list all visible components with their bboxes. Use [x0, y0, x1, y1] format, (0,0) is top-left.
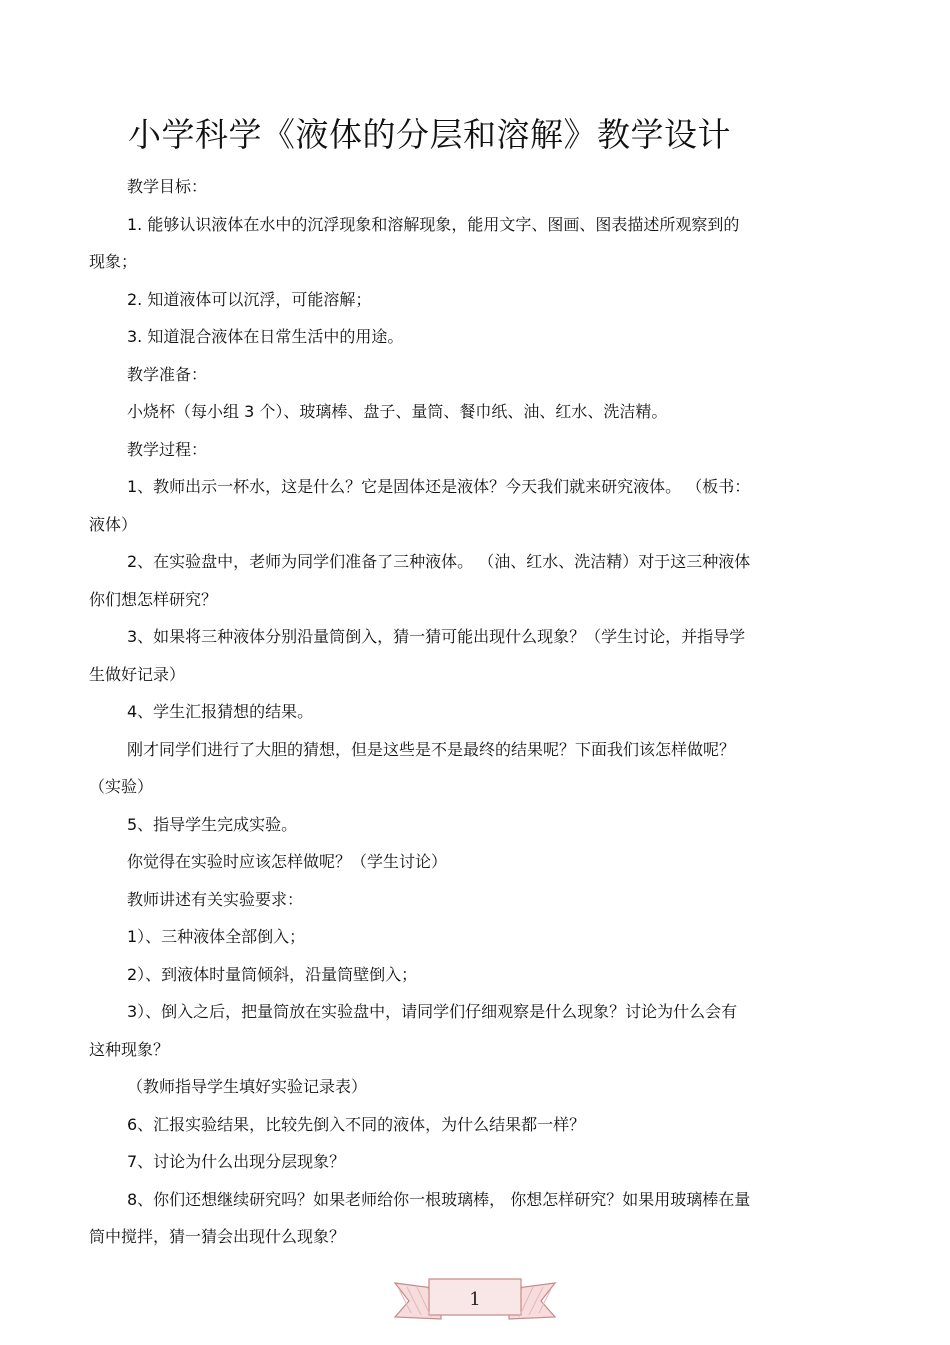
paragraph-line: 7、讨论为什么出现分层现象？ — [127, 1152, 346, 1171]
paragraph — [89, 281, 849, 319]
paragraph — [89, 318, 849, 356]
paragraph-continuation-line: 你们想怎样研究？ — [89, 589, 218, 609]
paragraph — [89, 1068, 849, 1106]
paragraph-line: 教师讲述有关实验要求： — [127, 889, 304, 909]
paragraph — [89, 843, 849, 881]
paragraph — [89, 806, 849, 844]
paragraph-line: 8、你们还想继续研究吗？如果老师给你一根玻璃棒， 你想怎样研究？如果用玻璃棒在量 — [127, 1189, 751, 1209]
paragraph-continuation-line: 生做好记录） — [89, 664, 186, 684]
paragraph-continuation-line: 筒中搅拌，猜一猜会出现什么现象？ — [89, 1227, 346, 1246]
paragraph-line: 2. 知道液体可以沉浮，可能溶解； — [127, 289, 372, 309]
paragraph — [89, 393, 849, 431]
paragraph — [89, 1181, 849, 1256]
paragraph — [89, 1106, 849, 1144]
paragraph-continuation-line: 这种现象？ — [89, 1039, 170, 1059]
paragraph-line: 3. 知道混合液体在日常生活中的用途。 — [127, 327, 404, 346]
paragraph — [89, 881, 849, 919]
paragraph — [89, 468, 849, 543]
paragraph-line: 3、如果将三种液体分别沿量筒倒入，猜一猜可能出现什么现象？（学生讨论，并指导学 — [127, 627, 746, 646]
paragraph-line: 1）、三种液体全部倒入； — [127, 927, 306, 946]
paragraph-continuation-line: （实验） — [89, 777, 154, 796]
paragraph-continuation-line: 现象； — [89, 252, 138, 271]
paragraph-line: 教学准备： — [127, 364, 208, 384]
paragraph-line: 教学过程： — [127, 439, 208, 459]
paragraph — [89, 431, 849, 469]
paragraph — [89, 693, 849, 731]
paragraph-line: 你觉得在实验时应该怎样做呢？（学生讨论） — [127, 852, 448, 871]
paragraph-line: 5、指导学生完成实验。 — [127, 814, 298, 834]
paragraph — [89, 206, 849, 281]
paragraph-line: 教学目标： — [127, 177, 208, 196]
paragraph — [89, 543, 849, 618]
paragraph — [89, 168, 849, 206]
paragraph — [89, 731, 849, 806]
paragraph — [89, 356, 849, 394]
paragraph — [89, 956, 849, 994]
paragraph-line: 3）、倒入之后，把量筒放在实验盘中，请同学们仔细观察是什么现象？讨论为什么会有 — [127, 1002, 738, 1021]
paragraph-line: 刚才同学们进行了大胆的猜想，但是这些是不是最终的结果呢？下面我们该怎样做呢？ — [127, 739, 736, 759]
document-body — [89, 168, 849, 1256]
paragraph — [89, 1143, 849, 1181]
paragraph-line: 2）、到液体时量筒倾斜，沿量筒壁倒入； — [127, 964, 418, 984]
page-footer — [391, 1275, 559, 1325]
paragraph-line: 1. 能够认识液体在水中的沉浮现象和溶解现象，能用文字、图画、图表描述所观察到的 — [127, 214, 740, 234]
page-number: 1 — [469, 1289, 481, 1310]
document-title: 小学科学《液体的分层和溶解》教学设计 — [128, 115, 731, 154]
paragraph-line: （教师指导学生填好实验记录表） — [127, 1077, 368, 1096]
paragraph — [89, 993, 849, 1068]
paragraph — [89, 618, 849, 693]
paragraph-line: 2、在实验盘中，老师为同学们准备了三种液体。 （油、红水、洗洁精）对于这三种液体 — [127, 552, 751, 571]
paragraph-line: 1、教师出示一杯水，这是什么？它是固体还是液体？今天我们就来研究液体。 （板书： — [127, 477, 751, 496]
paragraph-line: 4、学生汇报猜想的结果。 — [127, 702, 314, 721]
paragraph — [89, 918, 849, 956]
paragraph-line: 6、汇报实验结果，比较先倒入不同的液体，为什么结果都一样？ — [127, 1114, 586, 1134]
paragraph-line: 小烧杯（每小组 3 个）、玻璃棒、盘子、量筒、餐巾纸、油、红水、洗洁精。 — [127, 402, 668, 421]
paragraph-continuation-line: 液体） — [89, 514, 138, 534]
